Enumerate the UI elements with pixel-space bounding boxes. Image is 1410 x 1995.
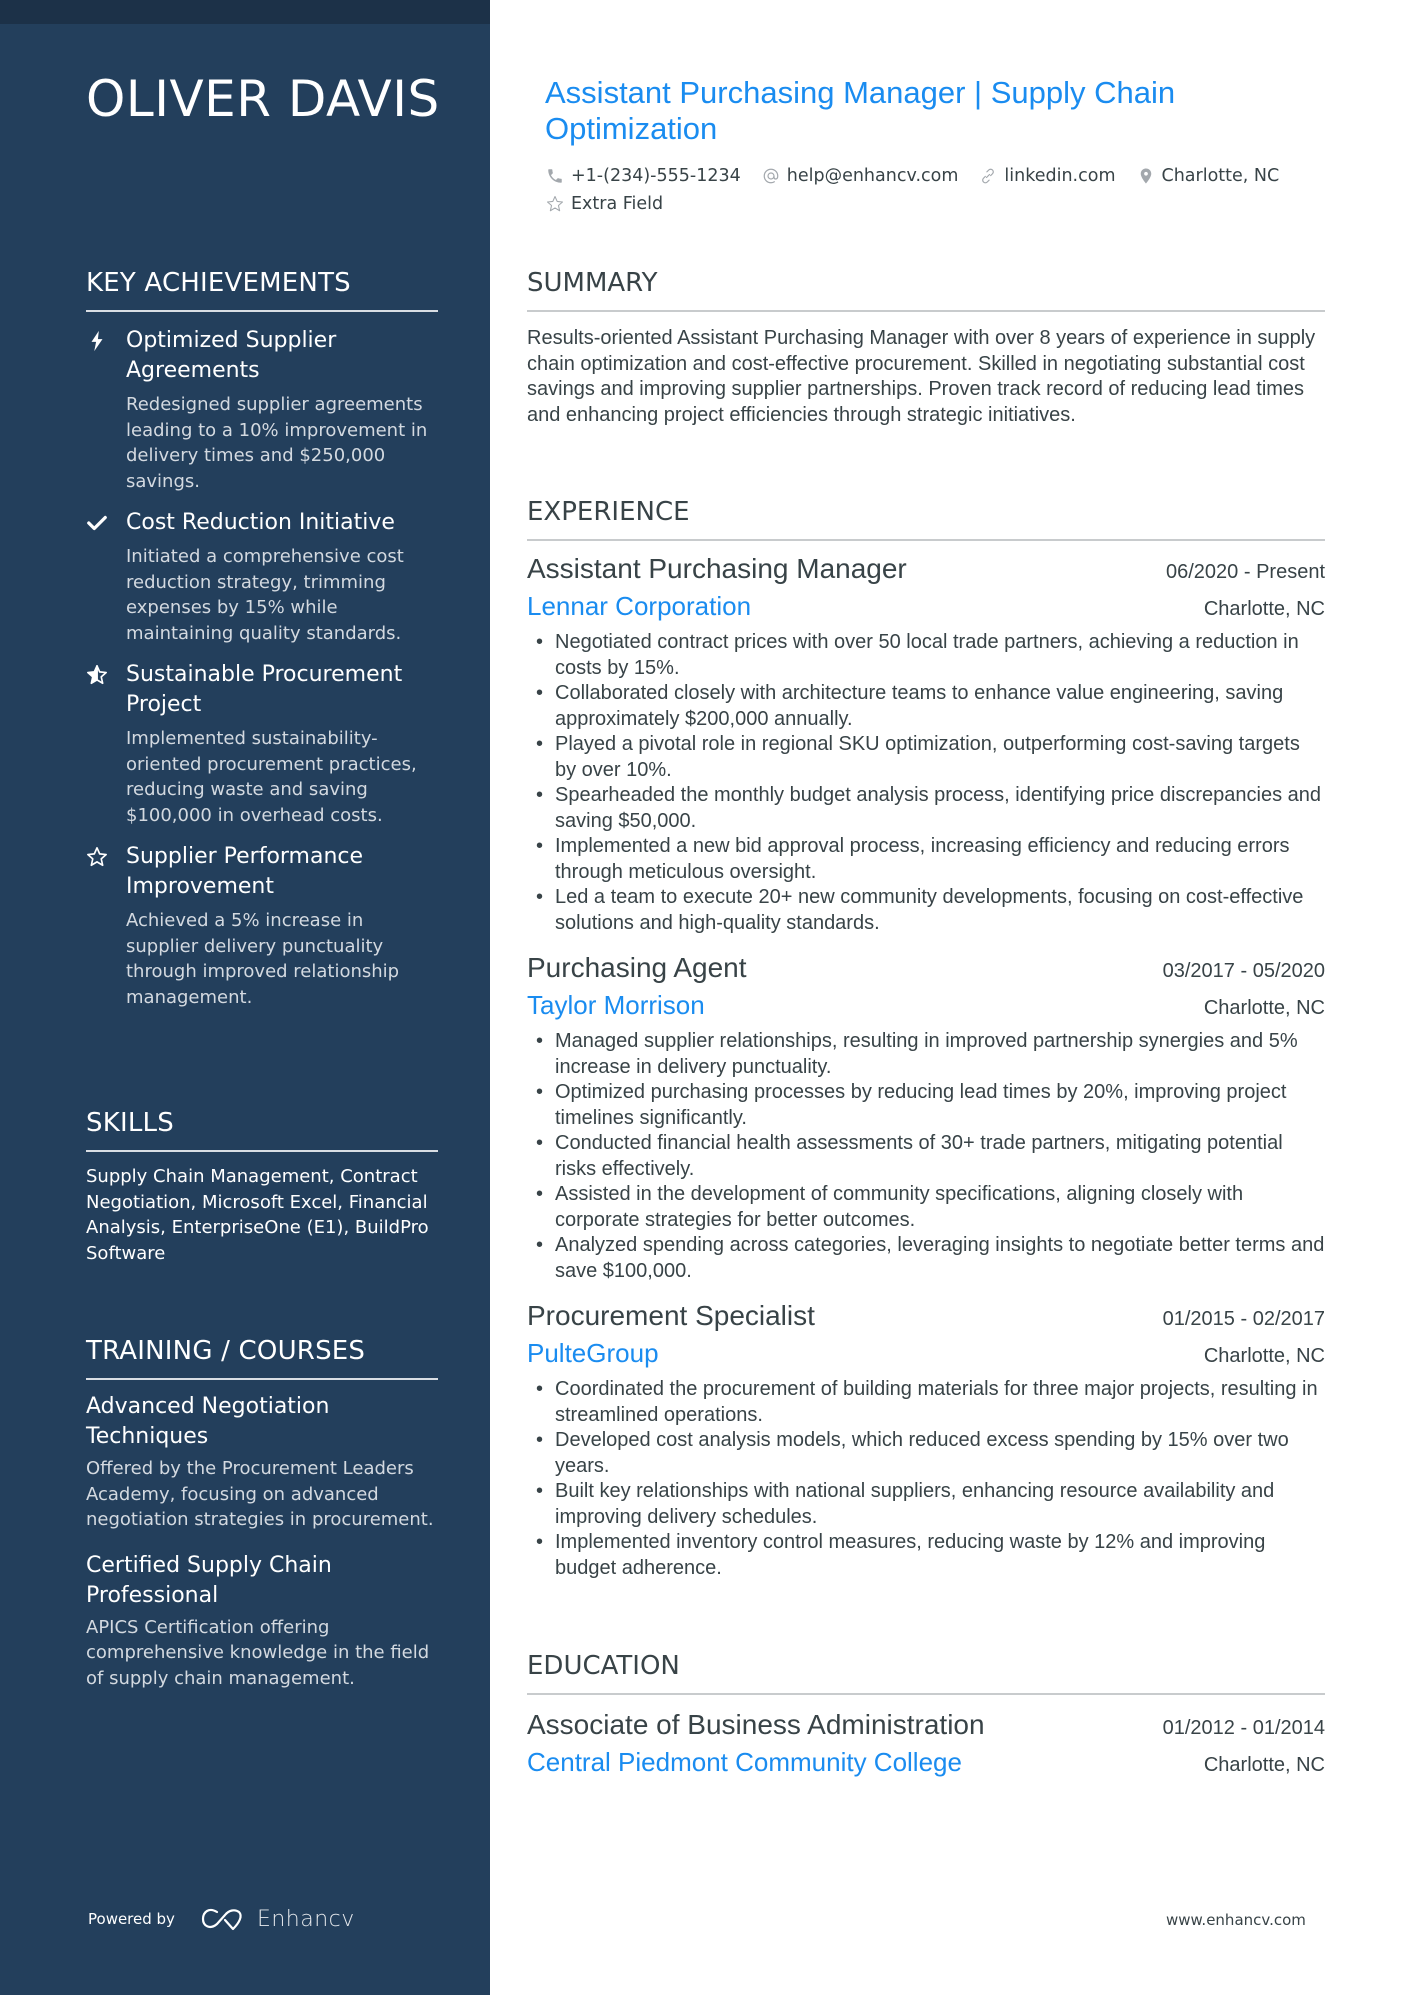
- enhancv-logo[interactable]: [201, 1906, 355, 1932]
- job-dates: 01/2015 - 02/2017: [1162, 1308, 1325, 1330]
- job-bullet: • Conducted financial health assessments of 30+ trade partners, mitigating potential risks effectively.: [527, 1131, 1325, 1182]
- link-icon: [978, 166, 998, 186]
- lightning-icon: [86, 330, 108, 352]
- experience-section: [527, 497, 1325, 1581]
- job-company-row: [527, 1338, 1325, 1369]
- achievement-title: Sustainable Procurement Project: [126, 662, 403, 717]
- training-title: TRAINING / COURSES: [86, 1336, 438, 1380]
- education-degree: Associate of Business Administration: [527, 1709, 985, 1740]
- job-headline: Assistant Purchasing Manager | Supply Chain Optimization: [545, 75, 1176, 146]
- summary-section: [527, 268, 1325, 428]
- job-company[interactable]: Lennar Corporation: [527, 591, 752, 621]
- job-bullet: • Analyzed spending across categories, leveraging insights to negotiate better terms and save $100,000.: [527, 1233, 1325, 1284]
- location-pin-icon: [1136, 166, 1156, 186]
- job-bullet: • Optimized purchasing processes by reducing lead times by 20%, improving project timelines significantly.: [527, 1080, 1325, 1131]
- contact-location-text: Charlotte, NC: [1161, 166, 1280, 186]
- job-bullets: [527, 1377, 1325, 1581]
- summary-text: Results-oriented Assistant Purchasing Manager with over 8 years of experience in supply chain optimization and cost-effective procurement. Skilled in negotiating substantial cost savings and improving supplier partnerships. Proven track record of reducing lead times and enhancing project efficiencies through strategic initiatives.: [527, 327, 1316, 426]
- education-dates: 01/2012 - 01/2014: [1162, 1717, 1325, 1739]
- job-bullet: • Implemented a new bid approval process, increasing efficiency and reducing errors through meticulous oversight.: [527, 834, 1325, 885]
- powered-by: [88, 1906, 355, 1932]
- job-company-row: [527, 591, 1325, 622]
- sidebar-top-bar: [0, 0, 490, 24]
- achievement-description: Redesigned supplier agreements leading to a 10% improvement in delivery times and $250,000 savings.: [126, 394, 428, 492]
- contact-email[interactable]: [761, 166, 959, 186]
- candidate-name: OLIVER DAVIS: [86, 70, 440, 128]
- contact-phone[interactable]: [545, 166, 741, 186]
- summary-title: SUMMARY: [527, 268, 1325, 312]
- achievement-title: Supplier Performance Improvement: [126, 844, 364, 899]
- course-item: [86, 1551, 438, 1692]
- job-dates: 03/2017 - 05/2020: [1162, 960, 1325, 982]
- contact-extra-field: [545, 194, 663, 214]
- achievement-title: Cost Reduction Initiative: [126, 510, 395, 535]
- achievements-title: KEY ACHIEVEMENTS: [86, 268, 438, 312]
- contact-phone-text: +1-(234)-555-1234: [571, 166, 741, 186]
- job-location: Charlotte, NC: [1203, 1345, 1325, 1367]
- education-section: [527, 1651, 1325, 1778]
- achievement-description: Implemented sustainability-oriented procurement practices, reducing waste and saving $100,000 in overhead costs.: [126, 728, 417, 826]
- contact-linkedin-text: linkedin.com: [1004, 166, 1116, 186]
- course-description: Offered by the Procurement Leaders Academy, focusing on advanced negotiation strategies in procurement.: [86, 1458, 434, 1530]
- job-entry: [527, 553, 1325, 936]
- job-company[interactable]: PulteGroup: [527, 1338, 659, 1368]
- job-bullet: • Assisted in the development of community specifications, aligning closely with corporate strategies for better outcomes.: [527, 1182, 1325, 1233]
- at-icon: [761, 166, 781, 186]
- job-title: Purchasing Agent: [527, 952, 747, 983]
- job-bullet: • Developed cost analysis models, which reduced excess spending by 15% over two years.: [527, 1428, 1325, 1479]
- job-bullets: [527, 630, 1325, 936]
- job-dates: 06/2020 - Present: [1166, 561, 1325, 583]
- checkmark-icon: [86, 512, 108, 534]
- achievement-title: Optimized Supplier Agreements: [126, 328, 337, 383]
- enhancv-wordmark: Enhancv: [256, 1906, 355, 1932]
- achievement-item: [86, 660, 438, 828]
- contact-info: [545, 162, 1335, 218]
- training-section: [86, 1336, 438, 1691]
- enhancv-logo-icon: [201, 1906, 247, 1932]
- contact-linkedin[interactable]: [978, 166, 1115, 186]
- achievement-item: [86, 842, 438, 1010]
- contact-row: [545, 162, 1335, 190]
- experience-title: EXPERIENCE: [527, 497, 1325, 541]
- star-outline-icon: [545, 194, 565, 214]
- education-school-row: [527, 1747, 1325, 1778]
- contact-location: [1136, 166, 1280, 186]
- job-header-row: [527, 553, 1325, 585]
- job-bullet: • Coordinated the procurement of building materials for three major projects, resulting in streamlined operations.: [527, 1377, 1325, 1428]
- course-item: [86, 1392, 438, 1533]
- powered-by-label: Powered by: [88, 1910, 175, 1928]
- job-location: Charlotte, NC: [1203, 997, 1325, 1019]
- phone-icon: [545, 166, 565, 186]
- job-header-row: [527, 1300, 1325, 1332]
- job-bullet: • Implemented inventory control measures, reducing waste by 12% and improving budget adherence.: [527, 1530, 1325, 1581]
- education-school[interactable]: Central Piedmont Community College: [527, 1747, 962, 1777]
- job-location: Charlotte, NC: [1203, 598, 1325, 620]
- job-company[interactable]: Taylor Morrison: [527, 990, 705, 1020]
- job-bullet: • Built key relationships with national suppliers, enhancing resource availability and improving delivery schedules.: [527, 1479, 1325, 1530]
- job-bullet: • Played a pivotal role in regional SKU optimization, outperforming cost-saving targets by over 10%.: [527, 732, 1325, 783]
- job-title: Assistant Purchasing Manager: [527, 553, 907, 584]
- job-bullet: • Led a team to execute 20+ new community developments, focusing on cost-effective solutions and high-quality standards.: [527, 885, 1325, 936]
- job-entry: [527, 1300, 1325, 1581]
- job-entry: [527, 952, 1325, 1284]
- education-location: Charlotte, NC: [1203, 1754, 1325, 1776]
- job-bullet: • Managed supplier relationships, resulting in improved partnership synergies and 5% increase in delivery punctuality.: [527, 1029, 1325, 1080]
- skills-section: [86, 1108, 438, 1266]
- job-company-row: [527, 990, 1325, 1021]
- job-bullet: • Spearheaded the monthly budget analysis process, identifying price discrepancies and saving $50,000.: [527, 783, 1325, 834]
- skills-title: SKILLS: [86, 1108, 438, 1152]
- education-header-row: [527, 1709, 1325, 1741]
- footer-url[interactable]: www.enhancv.com: [1166, 1911, 1306, 1929]
- education-entry: [527, 1709, 1325, 1778]
- achievement-description: Initiated a comprehensive cost reduction strategy, trimming expenses by 15% while maintaining quality standards.: [126, 546, 404, 644]
- achievement-description: Achieved a 5% increase in supplier delivery punctuality through improved relationship management.: [126, 910, 400, 1008]
- achievement-item: [86, 508, 438, 646]
- job-bullet: • Negotiated contract prices with over 50 local trade partners, achieving a reduction in costs by 15%.: [527, 630, 1325, 681]
- achievements-section: [86, 268, 438, 1010]
- course-title: Certified Supply Chain Professional: [86, 1552, 332, 1608]
- contact-email-text: help@enhancv.com: [786, 166, 959, 186]
- achievement-item: [86, 326, 438, 494]
- skills-list: Supply Chain Management, Contract Negotiation, Microsoft Excel, Financial Analysis, EnterpriseOne (E1), BuildPro Software: [86, 1166, 429, 1264]
- job-title: Procurement Specialist: [527, 1300, 815, 1331]
- job-bullet: • Collaborated closely with architecture teams to enhance value engineering, saving approximately $200,000 annually.: [527, 681, 1325, 732]
- contact-row: [545, 190, 1335, 218]
- star-half-icon: [86, 664, 108, 686]
- course-title: Advanced Negotiation Techniques: [86, 1394, 330, 1449]
- star-outline-icon: [86, 846, 108, 868]
- job-bullets: [527, 1029, 1325, 1284]
- course-description: APICS Certification offering comprehensive knowledge in the field of supply chain management.: [86, 1616, 430, 1689]
- job-header-row: [527, 952, 1325, 984]
- contact-extra-field-text: Extra Field: [571, 194, 664, 214]
- education-title: EDUCATION: [527, 1651, 1325, 1695]
